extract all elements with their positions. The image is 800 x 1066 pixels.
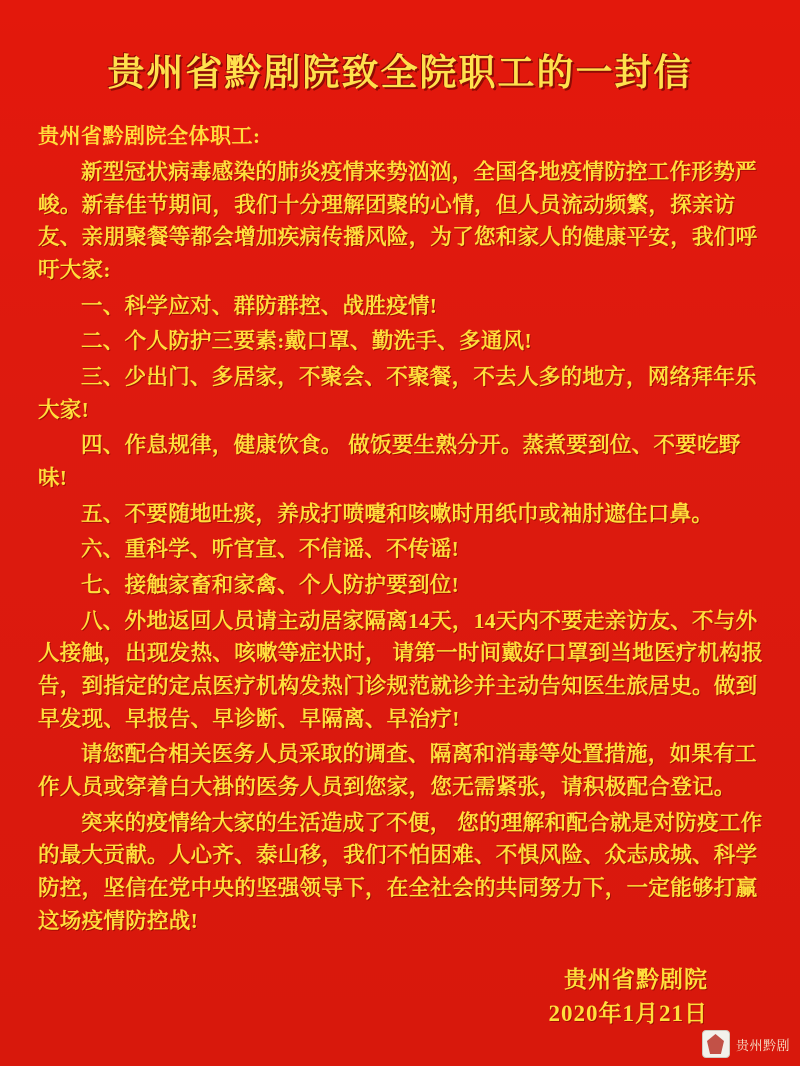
list-item: 六、重科学、听官宣、不信谣、不传谣! xyxy=(81,537,460,562)
list-item: 五、不要随地吐痰，养成打喷嚏和咳嗽时用纸巾或袖肘遮住口鼻。 xyxy=(81,501,714,526)
closing-paragraph: 突来的疫情给大家的生活造成了不便， 您的理解和配合就是对防疫工作的最大贡献。人心齐、泰山移，我们不怕困难、不惧风险、众志成城、科学防控，坚信在党中央的坚强领导下，在全社会的共同努力下，一定能够打赢这场疫情防控战! xyxy=(38,810,763,933)
list-item: 四、作息规律，健康饮食。 做饭要生熟分开。蒸煮要到位、不要吃野味! xyxy=(38,433,741,491)
letter-body xyxy=(0,102,800,1030)
closing-paragraph: 请您配合相关医务人员采取的调查、隔离和消毒等处置措施，如果有工作人员或穿着白大褂的医务人员到您家，您无需紧张，请积极配合登记。 xyxy=(38,742,757,800)
signature-organization: 贵州省黔剧院 xyxy=(564,967,708,993)
page-title: 贵州省黔剧院致全院职工的一封信 xyxy=(107,53,693,94)
signature-date: 2020年1月21日 xyxy=(548,1000,708,1026)
salutation: 贵州省黔剧院全体职工: xyxy=(38,124,261,148)
list-item: 二、个人防护三要素:戴口罩、勤洗手、多通风! xyxy=(81,329,532,354)
list-item: 八、外地返回人员请主动居家隔离14天，14天内不要走亲访友、不与外人接触，出现发热、咳嗽等症状时， 请第一时间戴好口罩到当地医疗机构报告，到指定的定点医疗机构发热门诊规范就诊并主动告知医生旅居史。做到早发现、早报告、早诊断、早隔离、早治疗! xyxy=(38,608,764,731)
list-item: 三、少出门、多居家，不聚会、不聚餐，不去人多的地方，网络拜年乐大家! xyxy=(38,365,757,422)
intro-paragraph: 新型冠状病毒感染的肺炎疫情来势汹汹，全国各地疫情防控工作形势严峻。新春佳节期间，我们十分理解团聚的心情，但人员流动频繁，探亲访友、亲朋聚餐等都会增加疾病传播风险，为了您和家人的健康平安，我们呼吁大家: xyxy=(38,160,758,283)
footer-account-badge xyxy=(702,1030,790,1058)
list-item: 七、接触家畜和家禽、个人防护要到位! xyxy=(81,573,460,598)
footer-account-name: 贵州黔剧 xyxy=(735,1037,790,1053)
signature-block xyxy=(38,963,766,1030)
theatre-badge-icon xyxy=(702,1030,730,1058)
list-item: 一、科学应对、群防群控、战胜疫情! xyxy=(81,293,438,318)
